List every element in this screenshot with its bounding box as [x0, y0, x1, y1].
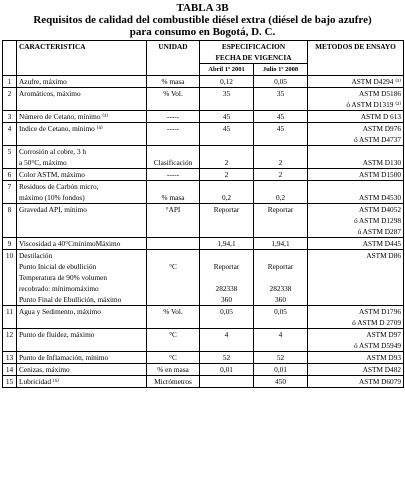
row-value-2001-line	[202, 181, 251, 192]
row-metodo-line: ASTM D976	[362, 124, 401, 133]
row-caracteristica-line: Número de Cetano, mínimo ⁽³⁾	[19, 112, 109, 121]
row-value-2001-line	[202, 250, 251, 261]
row-unidad-line: °C	[169, 353, 177, 362]
table-row	[3, 76, 404, 88]
table-row	[3, 88, 404, 111]
table-row	[3, 376, 404, 388]
row-value-2001-line: 0,05	[220, 307, 233, 316]
row-value-2001-line: 45	[222, 112, 231, 121]
row-value-2001-line: 35	[222, 89, 231, 98]
row-metodo	[308, 238, 404, 250]
row-value-2001-line: 4	[224, 330, 229, 339]
table-row	[3, 123, 404, 146]
row-metodo	[308, 250, 404, 306]
row-metodo	[308, 364, 404, 376]
header-unidad: UNIDAD	[147, 41, 200, 76]
row-metodo-line	[310, 261, 401, 272]
row-unidad	[147, 329, 200, 352]
row-caracteristica	[17, 181, 147, 204]
row-value-2001-line: 282338	[215, 284, 238, 293]
row-metodo	[308, 352, 404, 364]
row-unidad-line: Micrómetros	[154, 377, 192, 386]
row-caracteristica-line: a 50°C, máximo	[19, 158, 67, 167]
row-caracteristica-line: Destilación	[19, 251, 53, 260]
row-number: 9	[3, 238, 17, 250]
row-metodo	[308, 88, 404, 111]
row-metodo-line: ASTM D86	[366, 251, 401, 260]
row-number: 8	[3, 204, 17, 238]
table-row	[3, 146, 404, 169]
row-value-2001-line: Reportar	[213, 262, 240, 271]
row-value-2001-line: 1,94,1	[217, 239, 236, 248]
row-unidad-line: % masa	[161, 193, 185, 202]
row-metodo-line	[310, 146, 401, 157]
row-unidad-line: Clasificación	[153, 158, 193, 167]
table-subtitle-line2: para consumo en Bogotá, D. C.	[129, 26, 276, 38]
table-row	[3, 111, 404, 123]
row-metodo	[308, 306, 404, 329]
table-row	[3, 204, 404, 238]
table-row	[3, 364, 404, 376]
row-unidad-line: % en masa	[157, 365, 189, 374]
row-metodo-line: ASTM D5186	[359, 89, 401, 98]
row-value-2008-line: 45	[276, 124, 285, 133]
row-unidad	[147, 76, 200, 88]
header-number	[3, 41, 17, 76]
table-body	[3, 76, 404, 388]
row-value-2008-line: 282338	[269, 284, 292, 293]
row-unidad	[147, 88, 200, 111]
row-value-2001-line	[202, 272, 251, 283]
row-unidad-line	[149, 283, 197, 294]
row-caracteristica-line: Azufre, máximo	[19, 77, 67, 86]
row-value-2008	[254, 146, 308, 169]
header-julio-2008: Julio 1º 2008	[254, 64, 308, 76]
row-caracteristica-line: Punto Inicial de ebullición	[19, 262, 97, 271]
row-metodo-line	[310, 294, 401, 305]
row-value-2001	[200, 123, 254, 146]
row-value-2001	[200, 364, 254, 376]
table-row	[3, 181, 404, 204]
row-unidad-line	[149, 294, 197, 305]
row-metodo	[308, 111, 404, 123]
row-value-2008	[254, 111, 308, 123]
row-number: 5	[3, 146, 17, 169]
row-caracteristica-line: Indice de Cetano, mínimo ⁽⁴⁾	[19, 124, 103, 133]
row-unidad	[147, 146, 200, 169]
row-unidad-line: °C	[169, 330, 177, 339]
row-metodo-line: ASTM D6079	[359, 377, 401, 386]
table-row	[3, 352, 404, 364]
row-metodo	[308, 169, 404, 181]
row-value-2008-line: 0,05	[274, 307, 287, 316]
row-metodo-line: ASTM D4530	[359, 193, 401, 202]
table-title: TABLA 3B	[176, 2, 229, 14]
row-value-2008	[254, 238, 308, 250]
row-unidad	[147, 111, 200, 123]
row-metodo-line: ó ASTM D 2709	[352, 318, 401, 327]
row-caracteristica-line: Agua y Sedimento, máximo	[19, 307, 101, 316]
row-caracteristica-line: Temperatura de 90% volumen	[19, 273, 108, 282]
row-caracteristica-line: Residuos de Carbón micro,	[19, 182, 99, 191]
row-value-2008-line: 0,01	[274, 365, 287, 374]
table-subtitle-line1: Requisitos de calidad del combustible diésel extra (diésel de bajo azufre)	[33, 14, 372, 26]
row-caracteristica-line: Color ASTM, máximo	[19, 170, 85, 179]
row-caracteristica-line: Cenizas, máximo	[19, 365, 70, 374]
row-value-2001-line: 2	[224, 158, 229, 167]
row-metodo-line	[310, 272, 401, 283]
row-number: 3	[3, 111, 17, 123]
row-value-2008-line: 2	[278, 170, 283, 179]
row-caracteristica	[17, 329, 147, 352]
row-value-2001	[200, 329, 254, 352]
row-unidad-line	[149, 181, 197, 192]
row-value-2001	[200, 146, 254, 169]
row-metodo-line: ASTM D4294 ⁽¹⁾	[351, 77, 401, 86]
row-value-2001	[200, 204, 254, 238]
row-value-2008-line	[256, 272, 305, 283]
row-value-2008	[254, 76, 308, 88]
row-value-2008-line: 4	[278, 330, 283, 339]
row-metodo-line: ó ASTM D287	[357, 227, 401, 236]
row-unidad	[147, 204, 200, 238]
row-caracteristica	[17, 352, 147, 364]
row-unidad-line: % masa	[161, 77, 185, 86]
row-metodo-line: ASTM D4052	[359, 205, 401, 214]
row-value-2008	[254, 306, 308, 329]
row-metodo	[308, 123, 404, 146]
row-caracteristica-line: Punto de Inflamación, mínimo	[19, 353, 109, 362]
row-unidad	[147, 181, 200, 204]
row-value-2001-line	[202, 146, 251, 157]
row-value-2001	[200, 169, 254, 181]
row-caracteristica	[17, 376, 147, 388]
row-metodo-line: ASTM D1500	[359, 170, 401, 179]
row-caracteristica	[17, 364, 147, 376]
row-caracteristica-line: Punto de fluidez, máximo	[19, 330, 95, 339]
row-metodo-line: ASTM D93	[366, 353, 401, 362]
row-caracteristica	[17, 146, 147, 169]
table-row	[3, 250, 404, 306]
header-caracteristica: CARACTERISTICA	[17, 41, 147, 76]
row-metodo	[308, 329, 404, 352]
row-number: 12	[3, 329, 17, 352]
row-unidad-line	[149, 238, 197, 249]
quality-requirements-table	[2, 40, 404, 388]
row-value-2008	[254, 364, 308, 376]
row-value-2008	[254, 352, 308, 364]
row-number: 7	[3, 181, 17, 204]
row-caracteristica-line: Gravedad API, mínimo	[19, 205, 87, 214]
row-number: 10	[3, 250, 17, 306]
row-unidad-line: % Vol.	[163, 89, 183, 98]
row-value-2008	[254, 329, 308, 352]
row-metodo-line: ASTM D1796	[359, 307, 401, 316]
row-number: 13	[3, 352, 17, 364]
row-metodo-line: ASTM D445	[362, 239, 401, 248]
row-value-2001	[200, 250, 254, 306]
row-unidad	[147, 352, 200, 364]
row-value-2008-line	[256, 250, 305, 261]
row-unidad-line	[149, 146, 197, 157]
row-metodo	[308, 146, 404, 169]
row-unidad-line	[149, 250, 197, 261]
row-caracteristica-line: Aromáticos, máximo	[19, 89, 81, 98]
table-row	[3, 238, 404, 250]
row-number: 11	[3, 306, 17, 329]
row-unidad	[147, 123, 200, 146]
row-metodo	[308, 181, 404, 204]
row-caracteristica	[17, 250, 147, 306]
row-unidad-line: -----	[166, 170, 180, 179]
header-fecha-vigencia: FECHA DE VIGENCIA	[215, 53, 292, 62]
row-value-2001-line: 52	[222, 353, 231, 362]
row-caracteristica	[17, 88, 147, 111]
row-metodo-line: ó ASTM D1298	[353, 216, 401, 225]
row-value-2008	[254, 88, 308, 111]
row-unidad-line: °C	[169, 262, 177, 271]
row-unidad	[147, 376, 200, 388]
row-value-2008-line: 1,94,1	[271, 239, 290, 248]
row-value-2001	[200, 76, 254, 88]
row-value-2001	[200, 238, 254, 250]
row-unidad-line: -----	[166, 112, 180, 121]
row-caracteristica	[17, 76, 147, 88]
row-caracteristica	[17, 169, 147, 181]
row-value-2008-line	[256, 181, 305, 192]
row-caracteristica-line: recobrado: mínimomáximo	[19, 284, 99, 293]
row-value-2008-line: 52	[276, 353, 285, 362]
row-unidad-line: -----	[166, 124, 180, 133]
row-unidad	[147, 169, 200, 181]
table-row	[3, 306, 404, 329]
row-caracteristica	[17, 204, 147, 238]
row-metodo-line: ó ASTM D5949	[353, 341, 401, 350]
row-value-2008-line: Reportar	[267, 205, 294, 214]
row-metodo-line: ó ASTM D1319 ⁽²⁾	[346, 100, 401, 109]
row-value-2008-line: 0,05	[274, 77, 287, 86]
row-value-2001	[200, 88, 254, 111]
row-number: 6	[3, 169, 17, 181]
row-value-2001	[200, 111, 254, 123]
row-value-2008	[254, 250, 308, 306]
row-value-2008-line: Reportar	[267, 262, 294, 271]
row-value-2001	[200, 306, 254, 329]
row-metodo-line	[310, 283, 401, 294]
row-caracteristica-line: Corrosión al cobre, 3 h	[19, 147, 87, 156]
row-caracteristica-line: Punto Final de Ebullición, máximo	[19, 295, 122, 304]
row-metodo	[308, 76, 404, 88]
row-metodo	[308, 204, 404, 238]
row-value-2008	[254, 169, 308, 181]
row-caracteristica-line: Lubricidad ⁽⁵⁾	[19, 377, 59, 386]
row-value-2008-line: 0,2	[275, 193, 286, 202]
row-value-2001-line: 45	[222, 124, 231, 133]
row-value-2001-line: 2	[224, 170, 229, 179]
row-number: 14	[3, 364, 17, 376]
row-metodo-line: ó ASTM D4737	[353, 135, 401, 144]
row-caracteristica	[17, 306, 147, 329]
row-value-2008-line: 450	[275, 377, 286, 386]
row-unidad	[147, 306, 200, 329]
row-value-2008-line	[256, 146, 305, 157]
header-especificacion-label: ESPECIFICACION	[221, 42, 286, 51]
row-metodo-line	[310, 181, 401, 192]
header-metodos: METODOS DE ENSAYO	[308, 41, 404, 76]
row-metodo-line: ASTM D482	[362, 365, 401, 374]
row-number: 1	[3, 76, 17, 88]
table-row	[3, 329, 404, 352]
row-number: 15	[3, 376, 17, 388]
row-caracteristica	[17, 111, 147, 123]
row-caracteristica	[17, 123, 147, 146]
header-especificacion	[200, 41, 308, 64]
row-caracteristica-line: Viscosidad a 40°CmínimoMáximo	[19, 239, 121, 248]
row-value-2008	[254, 123, 308, 146]
row-value-2001-line: 0,12	[220, 77, 233, 86]
row-value-2008	[254, 181, 308, 204]
row-number: 4	[3, 123, 17, 146]
row-value-2001	[200, 181, 254, 204]
row-value-2001	[200, 352, 254, 364]
row-value-2008	[254, 204, 308, 238]
row-value-2001-line	[202, 376, 251, 387]
row-unidad	[147, 364, 200, 376]
row-metodo-line: ASTM D97	[366, 330, 401, 339]
row-value-2001	[200, 376, 254, 388]
row-value-2008-line: 2	[278, 158, 283, 167]
row-value-2008-line: 360	[275, 295, 286, 304]
header-abril-2001: Abril 1º 2001	[200, 64, 254, 76]
row-caracteristica	[17, 238, 147, 250]
row-value-2001-line: Reportar	[213, 205, 240, 214]
row-value-2008-line: 35	[276, 89, 285, 98]
row-value-2001-line: 360	[221, 295, 232, 304]
row-unidad	[147, 250, 200, 306]
row-value-2008-line: 45	[276, 112, 285, 121]
table-row	[3, 169, 404, 181]
row-metodo-line: ASTM D 613	[360, 112, 401, 121]
row-unidad	[147, 238, 200, 250]
row-number: 2	[3, 88, 17, 111]
row-unidad-line: °API	[165, 205, 181, 214]
row-metodo	[308, 376, 404, 388]
row-value-2001-line: 0,01	[220, 365, 233, 374]
row-value-2001-line: 0,2	[221, 193, 232, 202]
row-value-2008	[254, 376, 308, 388]
row-caracteristica-line: máximo (10% fondos)	[19, 193, 85, 202]
row-unidad-line	[149, 272, 197, 283]
row-metodo-line: ASTM D130	[362, 158, 401, 167]
row-unidad-line: % Vol.	[163, 307, 183, 316]
